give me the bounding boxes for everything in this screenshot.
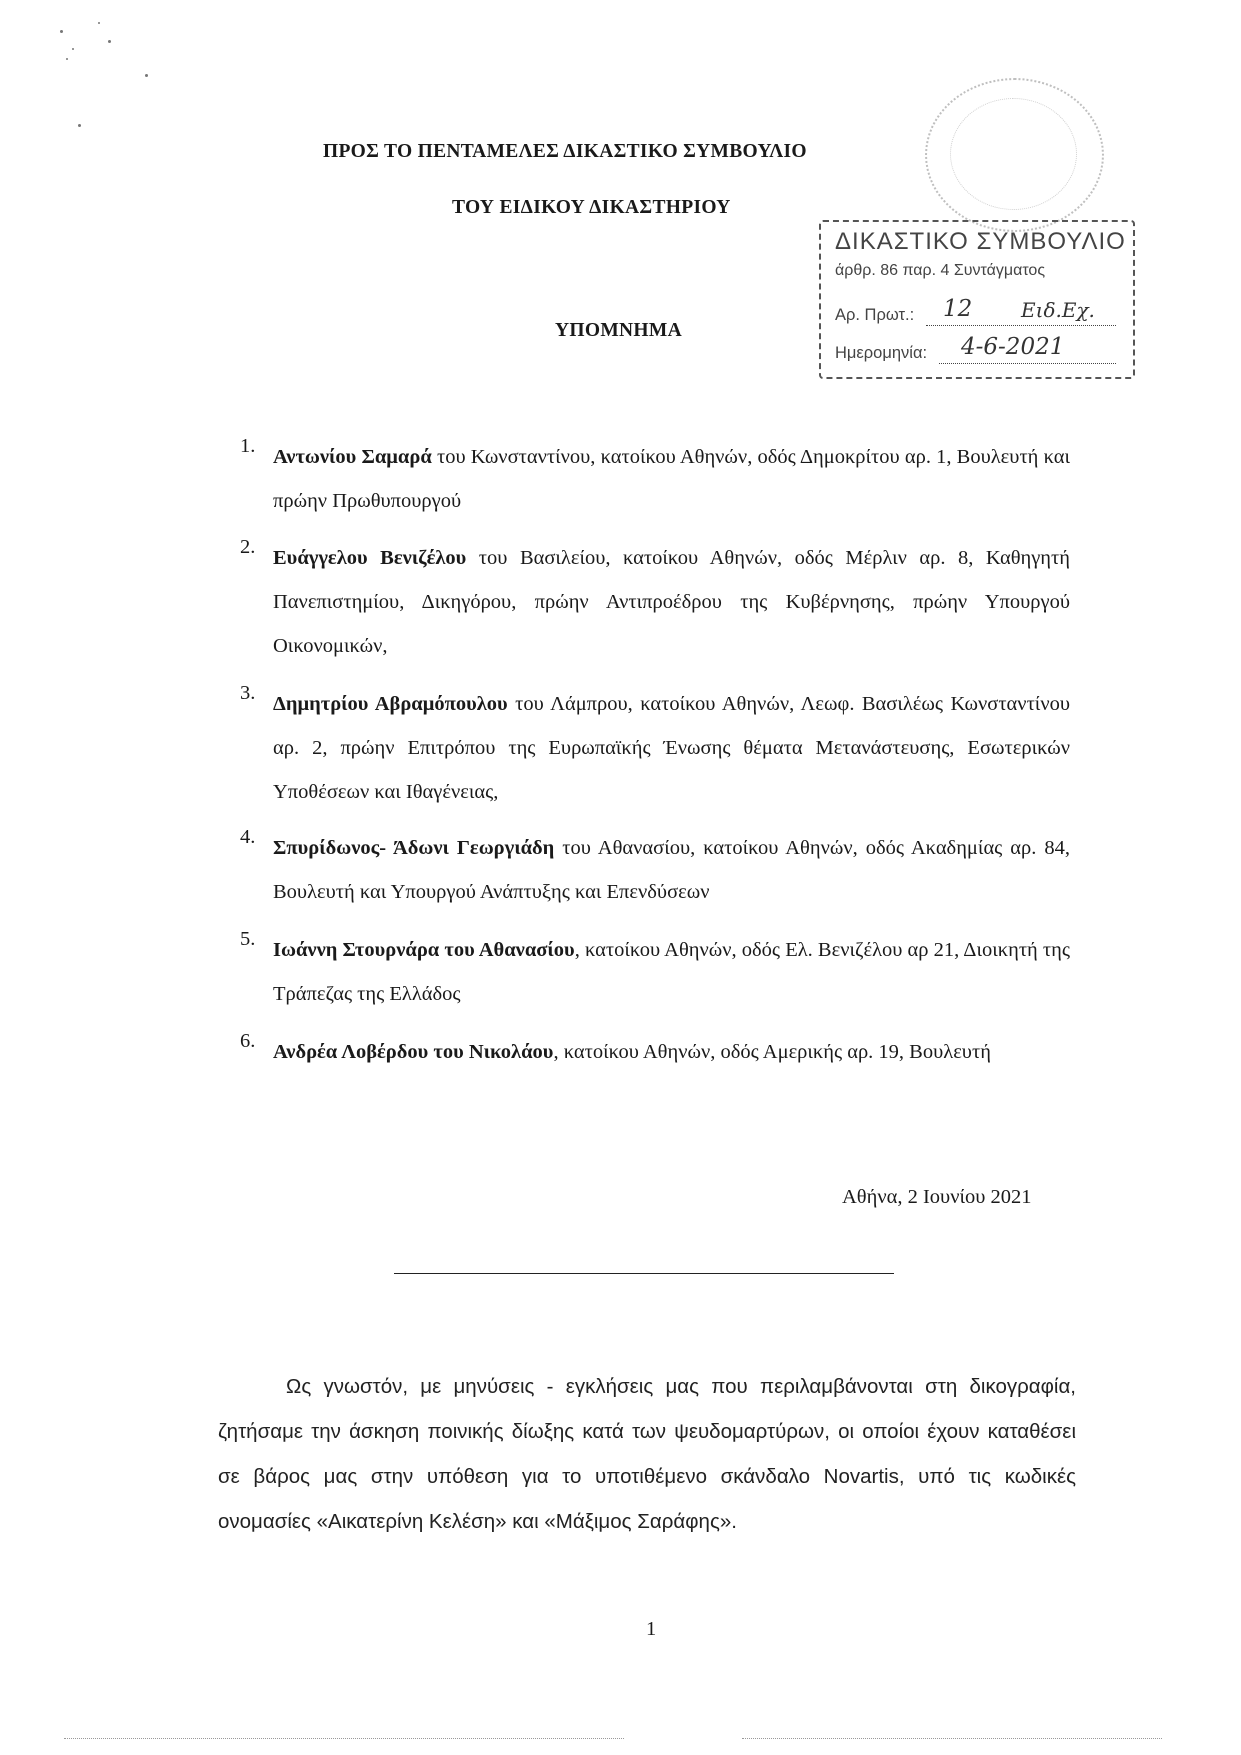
stamp-protocol-label: Αρ. Πρωτ.: (835, 306, 915, 324)
addressee-line-1: ΠΡΟΣ ΤΟ ΠΕΝΤΑΜΕΛΕΣ ΔΙΚΑΣΤΙΚΟ ΣΥΜΒΟΥΛΙΟ (323, 141, 807, 162)
scan-speck (108, 40, 111, 43)
scan-speck (78, 124, 81, 127)
party-name: Δημητρίου Αβραμόπουλου (273, 693, 508, 715)
stamp-protocol-number: 12 (943, 296, 973, 322)
party-details: του Κωνσταντίνου, κατοίκου Αθηνών, οδός Δημοκρίτου αρ. 1, Βουλευτή και πρώην Πρωθυπουργού (273, 446, 1070, 512)
stamp-date-label: Ημερομηνία: (835, 344, 928, 362)
document-title: ΥΠΟΜΝΗΜΑ (555, 320, 682, 341)
list-number: 3. (240, 682, 256, 704)
scan-speck (72, 48, 74, 50)
addressee-line-2: ΤΟΥ ΕΙΔΙΚΟΥ ΔΙΚΑΣΤΗΡΙΟΥ (452, 197, 731, 218)
list-number: 5. (240, 928, 256, 950)
court-seal-inner-ring (950, 98, 1077, 210)
list-number: 1. (240, 435, 256, 457)
scan-speck (98, 22, 100, 24)
party-list-item (240, 928, 1070, 1016)
stamp-protocol-suffix: Ειδ.Εχ. (1021, 298, 1095, 322)
stamp-subtitle: άρθρ. 86 παρ. 4 Συντάγματος (835, 262, 1046, 279)
party-details: του Αθανασίου, κατοίκου Αθηνών, οδός Ακαδημίας αρ. 84, Βουλευτή και Υπουργού Ανάπτυξης και Επενδύσεων (273, 837, 1070, 903)
scan-edge-dots (742, 1738, 1162, 1739)
party-list-item (240, 826, 1070, 914)
registration-stamp (819, 220, 1135, 379)
party-list-item (240, 682, 1070, 814)
scan-speck (60, 30, 63, 33)
list-number: 6. (240, 1030, 256, 1052)
list-number: 4. (240, 826, 256, 848)
party-name: Αντωνίου Σαμαρά (273, 446, 432, 468)
scan-edge-dots (64, 1738, 624, 1739)
separator-line (394, 1273, 894, 1274)
party-list-item (240, 536, 1070, 668)
stamp-date-value: 4-6-2021 (961, 334, 1065, 360)
party-name: Σπυρίδωνος- Άδωνι Γεωργιάδη (273, 837, 555, 859)
page-number: 1 (646, 1618, 657, 1640)
party-list-item (240, 435, 1070, 523)
stamp-protocol-dotted-line (926, 325, 1116, 326)
party-details: του Βασιλείου, κατοίκου Αθηνών, οδός Μέρλιν αρ. 8, Καθηγητή Πανεπιστημίου, Δικηγόρου, πρώην Αντιπροέδρου της Κυβέρνησης, πρώην Υπουργού Οικονομικών, (273, 547, 1070, 657)
place-date: Αθήνα, 2 Ιουνίου 2021 (842, 1186, 1032, 1208)
party-name: Ιωάννη Στουρνάρα του Αθανασίου (273, 939, 575, 961)
stamp-title: ΔΙΚΑΣΤΙΚΟ ΣΥΜΒΟΥΛΙΟ (835, 228, 1126, 255)
party-details: , κατοίκου Αθηνών, οδός Αμερικής αρ. 19, Βουλευτή (553, 1041, 991, 1063)
party-details: , κατοίκου Αθηνών, οδός Ελ. Βενιζέλου αρ 21, Διοικητή της Τράπεζας της Ελλάδος (273, 939, 1070, 1005)
list-number: 2. (240, 536, 256, 558)
body-paragraph: Ως γνωστόν, με μηνύσεις - εγκλήσεις μας που περιλαμβάνονται στη δικογραφία, ζητήσαμε την άσκηση ποινικής δίωξης κατά των ψευδομαρτύρων, οι οποίοι έχουν καταθέσει σε βάρος μας στην υπόθεση για το υποτιθέμενο σκάνδαλο Novartis, υπό τις κωδικές ονομασίες «Αικατερίνη Κελέση» και «Μάξιμος Σαράφης». (218, 1375, 1076, 1533)
party-name: Ευάγγελου Βενιζέλου (273, 547, 467, 569)
stamp-date-dotted-line (939, 363, 1116, 364)
party-name: Ανδρέα Λοβέρδου του Νικολάου (273, 1041, 554, 1063)
scan-speck (66, 58, 68, 60)
scan-speck (145, 74, 148, 77)
party-details: του Λάμπρου, κατοίκου Αθηνών, Λεωφ. Βασιλέως Κωνσταντίνου αρ. 2, πρώην Επιτρόπου της Ευρωπαϊκής Ένωσης θέματα Μετανάστευσης, Εσωτερικών Υποθέσεων και Ιθαγένειας, (273, 693, 1070, 803)
party-list-item (240, 1030, 1070, 1074)
